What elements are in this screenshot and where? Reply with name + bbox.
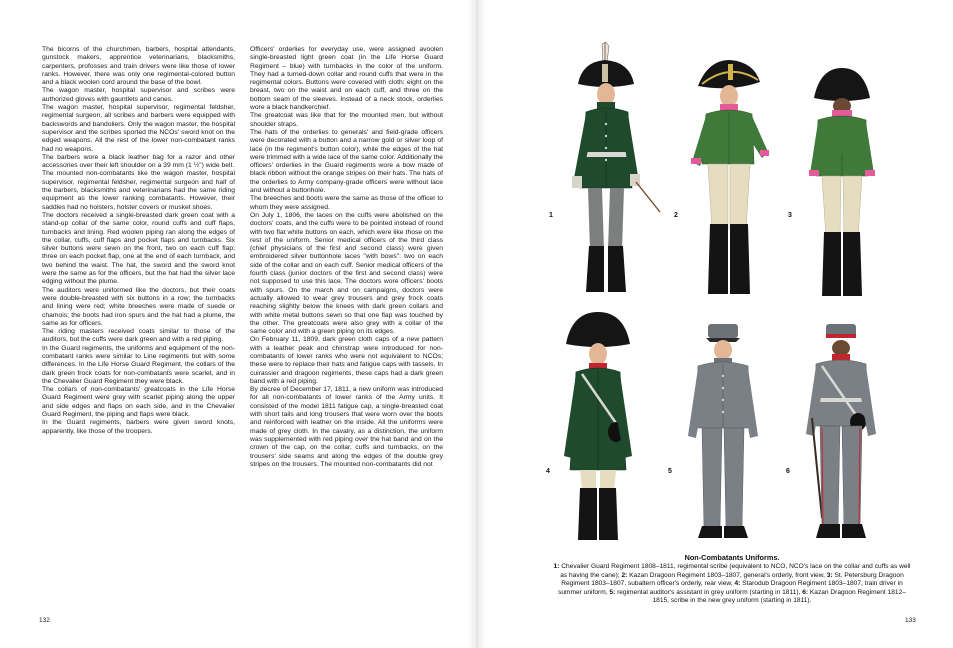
- paragraph: The bicorns of the churchmen, barbers, hospital attendants, gunstock makers, apprentice veterinarians, blacksmiths, carpenters, profosses and train drivers were like those of lower ranks. However, there was only one regimental-colored button and a black woolen cord around the base of the bowl.: [42, 46, 235, 87]
- figure-6-kazan-dragoon-scribe: [786, 318, 892, 548]
- caption-entry-number: 5:: [609, 588, 616, 596]
- figure-5-auditors-assistant: [668, 318, 772, 548]
- paragraph: The auditors were uniformed like the doctors, but their coats were double-breasted with six buttons in a row; the turnbacks and lining were red; white breeches were made of suede or chamois; the boots had iron spurs and the hat had a plume, the same as for officers.: [42, 286, 235, 327]
- paragraph: The wagon master, hospital supervisor and scribes were authorized gloves with gauntlets and canes.: [42, 87, 235, 103]
- figure-number: 2: [674, 212, 678, 219]
- figure-number: 5: [668, 468, 672, 475]
- paragraph: The breeches and boots were the same as those of the officer to whom they were assigned.: [250, 195, 443, 211]
- paragraph: The riding masters received coats similar to those of the auditors, but the cuffs were dark green and with a red piping.: [42, 328, 235, 344]
- text-column-1: [42, 46, 235, 436]
- paragraph: The mounted non-combatants like the wagon master, hospital supervisor, regimental feldsher, regimental surgeon and half of the barbers, blacksmiths and veterinarians had the same riding equipment as the lower ranking combatants. However, their saddles had no holsters, holster covers or musket shoes.: [42, 170, 235, 211]
- paragraph: The greatcoat was like that for the mounted men, but without shoulder straps.: [250, 112, 443, 128]
- caption-entry-text: regimental auditor's assistant in grey uniform (starting in 1811),: [615, 588, 803, 596]
- paragraph: By decree of December 17, 1811, a new uniform was introduced for all non-combatants of lower ranks of the Army units. It consisted of the model 1811 fatigue cap, a single-breasted coat with short tails and long trousers that were worn over the boots and reinforced with leather on the inside. All the uniforms were made of grey cloth. In the cavalry, as a distinction, the uniform was supplemented with red piping over the hat band and on the crown of the cap, on the collar, cuffs and turnbacks, on the trousers' side seams and along the edges of the double grey stripes on the trousers. The mounted non-combatants did not: [250, 386, 443, 468]
- paragraph: On February 11, 1809, dark green cloth caps of a new pattern with a leather peak and chinstrap were introduced for non-combatants of lower ranks who were not equivalent to NCOs; these were to replace their hats and fatigue caps with tassels. In cuirassier and dragoon regiments, these caps had a dark green band with a red piping.: [250, 336, 443, 385]
- paragraph: On July 1, 1806, the laces on the cuffs were abolished on the doctors' coats, and the cuffs were to be pointed instead of round with two flat white buttons on each, which were like those on the rest of the uniform. Senior medical officers of the third class (chief physicians of the first and second class) were given embroidered silver buttonhole laces "with bows": two on each side of the collar and on each cuff. Senior medical officers of the fourth class (junior doctors of the first and second class) were not supposed to use this lace. The doctors wore officers' boots with spurs. On the march and on campaigns, doctors were actually allowed to wear grey trousers and grey frock coats reaching slightly below the knees with dark green collars and with white metal buttons sewn so that one flap was touched by the other. The greatcoats were also grey with a collar of the same color and with a green piping on its edges.: [250, 211, 443, 336]
- figure-number: 1: [549, 212, 553, 219]
- figure-3-st-petersburg-dragoon-orderly: [788, 62, 892, 302]
- paragraph: The collars of non-combatants' greatcoats in the Life Horse Guard Regiment were grey with scarlet piping along the upper and side edges and flaps on each side, and in the Chevalier Guard Regiment, the piping and flaps were black.: [42, 386, 235, 419]
- caption-entry-number: 3:: [826, 571, 833, 579]
- caption-entry-number: 2:: [621, 571, 628, 579]
- paragraph: The hats of the orderlies to generals' and field-grade officers were decorated with a button and a narrow gold or silver loop of lace (in the regiment's button color), while the edges of the hat were trimmed with a wide lace of the same color. Additionally the officers' orderlies in the Guard regiments wore a bow made of black ribbon without the orange stripes on their hats. The hats of the orderlies to Army company-grade officers were without lace and without a buttonhole.: [250, 128, 443, 195]
- figure-caption: [552, 554, 912, 605]
- caption-entry-number: 6:: [802, 588, 809, 596]
- paragraph: The doctors received a single-breasted dark green coat with a stand-up collar of the same color, round cuffs and cuff flaps, turnbacks and lining. Red woolen piping ran along the edges of the collar, cuffs, cuff flaps and pocket flaps and turnbacks. Six silver buttons were sewn on the front, two on each cuff flap, three on each pocket flap, one at the end of each turnback, and two behind the waist. The hat, the sword and the sword knot were the same as for the officers, but the hat had the silver lace edging without the plume.: [42, 211, 235, 286]
- figure-number: 6: [786, 468, 790, 475]
- figure-1-chevalier-guard-scribe: [549, 40, 662, 302]
- caption-entry-number: 4:: [734, 580, 741, 588]
- caption-entry-text: Kazan Dragoon Regiment 1812–1815, scribe in the new grey uniform (starting in 1811).: [652, 588, 906, 605]
- paragraph: In the Guard regiments, barbers were given sword knots, apparently, like those of the troopers.: [42, 419, 235, 435]
- paragraph: Officers' orderlies for everyday use, were assigned avoolen single-breasted light green coat (in the Life Horse Guard Regiment – blue) with turnbacks in the color of the uniform. They had a turned-down collar and round cuffs that were in the regimental colors. Buttons were covered with cloth: eight on the breast, two on the waist and on each cuff, and three on the bottom seam of the sleeves. Instead of a neck stock, orderlies wore a black handkerchief.: [250, 46, 443, 112]
- paragraph: The barbers wore a black leather bag for a razor and other accessories over their left shoulder on a 39 mm (1 ½") wide belt.: [42, 153, 235, 170]
- page-number-right: 133: [905, 617, 916, 624]
- caption-title: Non-Combatants Uniforms.: [684, 553, 780, 562]
- caption-entry-number: 1:: [553, 563, 560, 571]
- figure-number: 4: [546, 468, 550, 475]
- figure-number: 3: [788, 212, 792, 219]
- text-column-2: [250, 46, 443, 469]
- caption-entry-text: St. Petersburg Dragoon Regiment 1803–1807, subaltern officer's orderly, rear view,: [561, 571, 904, 588]
- page-number-left: 132: [39, 617, 50, 624]
- caption-entry-text: Chevalier Guard Regiment 1808–1811, regimental scribe (equivalent to NCO, NCO's lace on the collar and cuffs as well as having the cane);: [559, 563, 911, 579]
- paragraph: The wagon master, hospital supervisor, regimental feldsher, regimental surgeon, all scribes and barbers were equipped with backswords and bandoliers. Only the wagon master, the hospital supervisor and the scribes sported the NCOs' sword knot on the edged weapons. All the rest of the lower non-combatant ranks had no weapons.: [42, 104, 235, 153]
- caption-entry-text: Starodub Dragoon Regiment 1803–1807, train driver in summer uniform,: [558, 580, 903, 596]
- figure-4-starodub-dragoon-train-driver: [548, 308, 660, 548]
- figure-2-kazan-dragoon-orderly: [672, 52, 782, 302]
- caption-entry-text: Kazan Dragoon Regiment 1803–1807, general's orderly, front view,: [627, 571, 827, 579]
- paragraph: In the Guard regiments, the uniforms and equipment of the non-combatant ranks were similar to Line regiments but with some differences. In the Life Horse Guard Regiment, the collars of the dark green frock coats for non-combatants were scarlet, and in the Chevalier Guard Regiment they were black.: [42, 344, 235, 385]
